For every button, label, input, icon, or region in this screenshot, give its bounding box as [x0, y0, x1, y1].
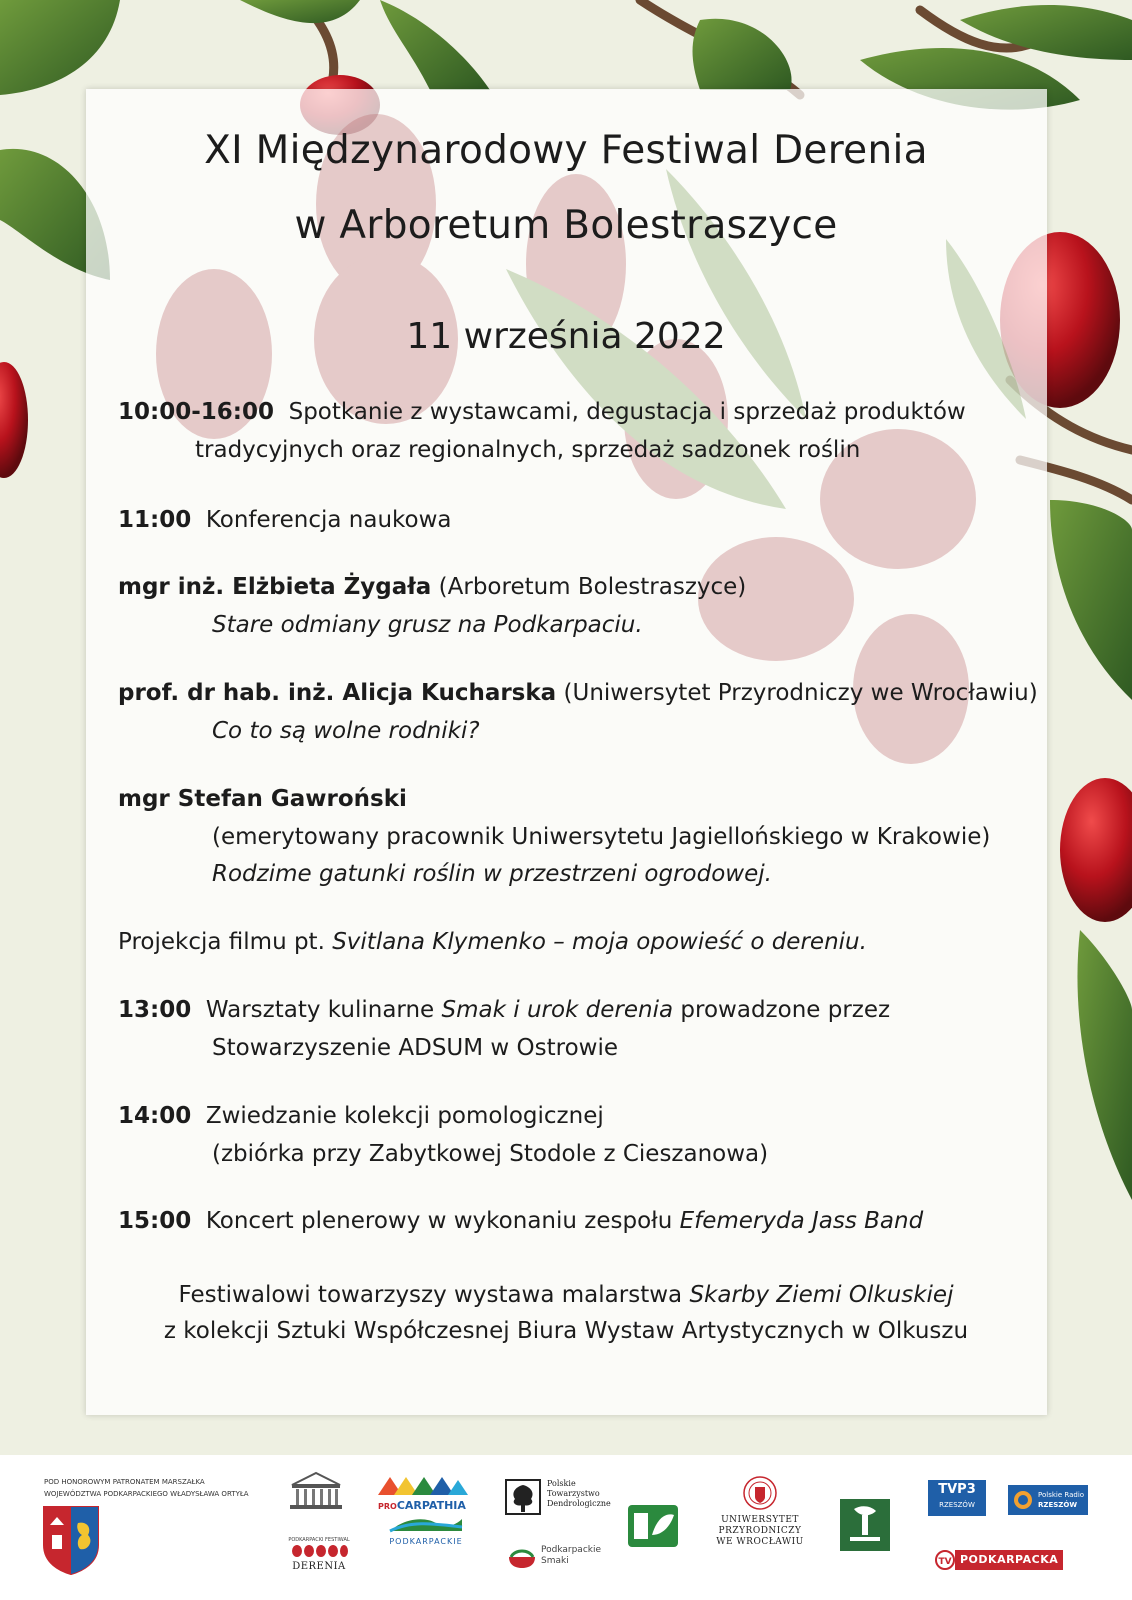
speaker-affiliation: (Uniwersytet Przyrodniczy we Wrocławiu) — [563, 680, 1038, 706]
festival-derenia-logo — [284, 1537, 354, 1572]
schedule-text: Koncert plenerowy w wykonaniu zespołu — [205, 1208, 673, 1234]
schedule-time: 11:00 — [118, 507, 192, 533]
tvp3-label: TVP3 — [938, 1482, 976, 1497]
speaker-affiliation: (Arboretum Bolestraszyce) — [438, 574, 747, 600]
ptd-logo — [505, 1479, 611, 1515]
procarpathia-logo — [378, 1475, 474, 1512]
green-emblem-icon — [840, 1499, 890, 1551]
procarpathia-pro: PRO — [378, 1502, 397, 1511]
closing-text: Festiwalowi towarzyszy wystawa malarstwa — [178, 1282, 683, 1308]
speaker-2-talk: Co to są wolne rodniki? — [212, 718, 480, 744]
tree-emblem-icon — [505, 1479, 541, 1515]
radio-line-1: Polskie Radio — [1038, 1491, 1085, 1499]
speaker-name: prof. dr hab. inż. Alicja Kucharska — [118, 680, 557, 706]
tvp3-logo — [928, 1480, 986, 1516]
polskie-radio-logo — [1008, 1485, 1088, 1515]
band-name: Efemeryda Jass Band — [679, 1208, 924, 1234]
schedule-text: Spotkanie z wystawcami, degustacja i sprzedaż produktów — [288, 399, 966, 425]
speaker-3-name: mgr Stefan Gawroński — [118, 786, 407, 812]
university-logo — [715, 1475, 805, 1548]
schedule-item-1-continued: tradycyjnych oraz regionalnych, sprzedaż sadzonek roślin — [195, 437, 861, 463]
smaki-line-1: Podkarpackie — [541, 1545, 602, 1555]
berries-icon — [289, 1544, 349, 1558]
sponsor-footer — [0, 1455, 1132, 1600]
tv-podkarpacka-name: PODKARPACKA — [955, 1550, 1063, 1570]
closing-line-2: z kolekcji Sztuki Współczesnej Biura Wystaw Artystycznych w Olkuszu — [163, 1318, 969, 1344]
exhibition-title: Skarby Ziemi Olkuskiej — [689, 1282, 954, 1308]
schedule-item-5 — [118, 1206, 923, 1236]
festival-small-label: PODKARPACKI FESTIWAL — [288, 1537, 350, 1543]
university-line-1: UNIWERSYTET — [721, 1515, 799, 1525]
university-seal-icon — [742, 1475, 778, 1511]
film-prefix: Projekcja filmu pt. — [118, 929, 325, 955]
schedule-item-1 — [118, 397, 966, 427]
podkarpackie-logo — [378, 1515, 474, 1546]
schedule-time: 13:00 — [118, 997, 192, 1023]
university-line-3: WE WROCŁAWIU — [716, 1537, 804, 1547]
smaki-line-2: Smaki — [541, 1556, 569, 1566]
radio-circle-icon — [1013, 1490, 1033, 1510]
schedule-item-2 — [118, 505, 452, 535]
schedule-text: Zwiedzanie kolekcji pomologicznej — [205, 1103, 604, 1129]
patronage-line-2: WOJEWÓDZTWA PODKARPACKIEGO WŁADYSŁAWA ORTYŁA — [44, 1490, 249, 1498]
schedule-text: prowadzone przez — [680, 997, 891, 1023]
patronage-text — [44, 1476, 249, 1500]
ptd-line-2: Towarzystwo — [547, 1489, 600, 1498]
festival-name: DERENIA — [292, 1561, 346, 1572]
schedule-item-4 — [118, 1101, 604, 1131]
schedule-time: 15:00 — [118, 1208, 192, 1234]
film-screening — [118, 927, 867, 957]
schedule-item-3 — [118, 995, 890, 1025]
patronage-line-1: POD HONOROWYM PATRONATEM MARSZAŁKA — [44, 1478, 205, 1486]
schedule-text: Konferencja naukowa — [205, 507, 452, 533]
podkarpackie-name: PODKARPACKIE — [389, 1537, 463, 1546]
ptd-line-3: Dendrologiczne — [547, 1499, 611, 1508]
podkarpackie-smaki-logo — [507, 1545, 607, 1569]
tv-badge: TV — [935, 1550, 955, 1570]
procarpathia-triangles-icon — [378, 1475, 470, 1495]
speaker-3-affiliation: (emerytowany pracownik Uniwersytetu Jagiellońskiego w Krakowie) — [212, 824, 991, 850]
tv-podkarpacka-logo — [935, 1550, 1085, 1570]
university-line-2: PRZYRODNICZY — [718, 1526, 802, 1536]
schedule-time: 10:00-16:00 — [118, 399, 274, 425]
event-date: 11 września 2022 — [406, 316, 726, 357]
radio-line-2: RZESZÓW — [1038, 1501, 1078, 1509]
schedule-text: Warsztaty kulinarne — [205, 997, 435, 1023]
title-line-2: w Arboretum Bolestraszyce — [294, 203, 838, 248]
voivodeship-coat-of-arms-icon — [42, 1505, 100, 1575]
closing-line-1 — [0, 1280, 1132, 1310]
green-organization-icon — [628, 1505, 678, 1547]
arboretum-building-icon — [288, 1471, 344, 1511]
speaker-name: mgr inż. Elżbieta Żygała — [118, 574, 432, 600]
speaker-1-talk: Stare odmiany grusz na Podkarpaciu. — [212, 612, 643, 638]
podkarpackie-wave-icon — [386, 1515, 466, 1533]
ptd-line-1: Polskie — [547, 1479, 576, 1488]
title-line-1: XI Międzynarodowy Festiwal Derenia — [204, 128, 928, 173]
schedule-time: 14:00 — [118, 1103, 192, 1129]
speaker-3-talk: Rodzime gatunki roślin w przestrzeni ogrodowej. — [212, 861, 772, 887]
film-title: Svitlana Klymenko – moja opowieść o dereniu. — [332, 929, 867, 955]
speaker-2 — [118, 678, 1038, 708]
workshop-title: Smak i urok derenia — [441, 997, 674, 1023]
schedule-item-4-continued: (zbiórka przy Zabytkowej Stodole z Cieszanowa) — [212, 1141, 769, 1167]
procarpathia-name: CARPATHIA — [396, 1499, 466, 1512]
smaki-bowl-icon — [507, 1545, 537, 1569]
tvp3-city: RZESZÓW — [939, 1501, 975, 1509]
speaker-1 — [118, 572, 746, 602]
schedule-item-3-continued: Stowarzyszenie ADSUM w Ostrowie — [212, 1035, 619, 1061]
